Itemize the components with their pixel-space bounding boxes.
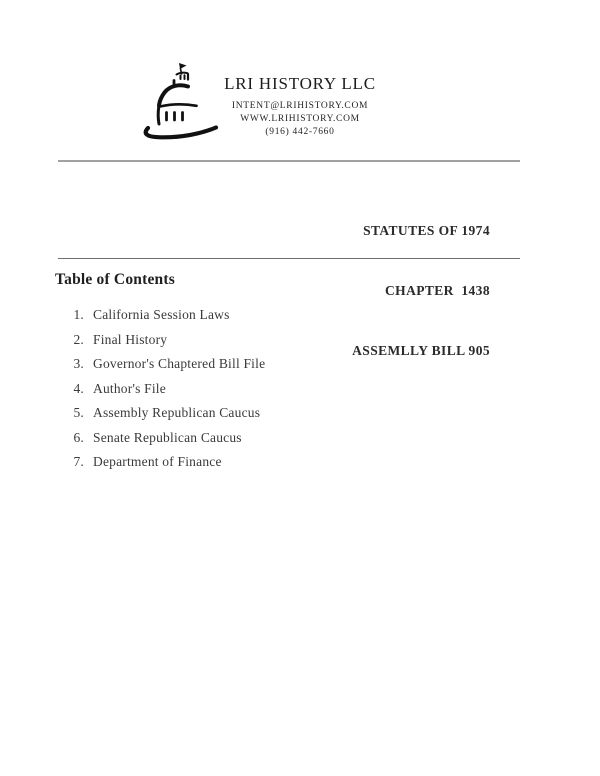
toc-item [70, 454, 265, 479]
toc-item-number: 2. [73, 331, 84, 347]
toc-item [70, 381, 265, 406]
toc-item-label: Assembly Republican Caucus [93, 405, 261, 420]
toc-heading: Table of Contents [55, 271, 175, 288]
company-email: INTENT@LRIHISTORY.COM [231, 101, 369, 111]
toc-item-label: Governor's Chaptered Bill File [93, 356, 266, 371]
company-name: LRI HISTORY LLC [224, 74, 376, 93]
toc-item-label: Final History [93, 331, 168, 347]
company-website: WWW.LRIHISTORY.COM [240, 114, 360, 125]
letterhead [0, 73, 600, 140]
bill-line: ASSEMLLY BILL 905 [352, 343, 490, 358]
toc-item-number: 4. [73, 380, 84, 396]
toc-item-label: California Session Laws [93, 307, 230, 322]
toc-item-label: Author's File [93, 380, 166, 396]
toc-item [70, 332, 265, 357]
toc-list [70, 307, 265, 479]
toc-item-number: 6. [73, 429, 84, 445]
toc-item-number: 7. [73, 454, 84, 469]
chapter-line: CHAPTER 1438 [385, 283, 490, 298]
toc-item [70, 430, 265, 455]
company-phone: (916) 442-7660 [265, 127, 335, 138]
toc-item-number: 5. [73, 405, 84, 420]
toc-item-number: 3. [73, 356, 84, 371]
toc-item [70, 405, 265, 430]
toc-item [70, 356, 265, 381]
bill-reference-block [352, 181, 490, 401]
statutes-line: STATUTES OF 1974 [363, 223, 490, 238]
divider-top [58, 160, 520, 162]
toc-item [70, 307, 265, 332]
toc-item-label: Department of Finance [93, 454, 222, 469]
toc-item-number: 1. [73, 307, 84, 322]
toc-item-label: Senate Republican Caucus [93, 429, 242, 445]
